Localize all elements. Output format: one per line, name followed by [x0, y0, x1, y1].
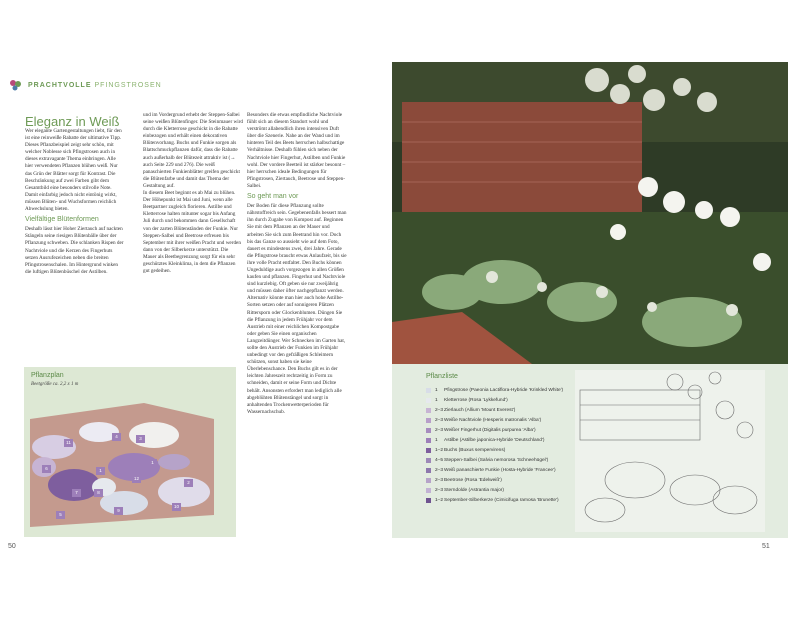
- color-swatch: [426, 498, 431, 503]
- color-swatch: [426, 488, 431, 493]
- plant-name: Buchs (Buxus sempervirens): [444, 448, 506, 453]
- quantity: 2–3: [435, 428, 444, 433]
- plan-number-marker: 8: [94, 489, 103, 497]
- color-swatch: [426, 468, 431, 473]
- subheading: So geht man vor: [247, 193, 299, 201]
- quantity: 2–3: [435, 408, 444, 413]
- paragraph: Deshalb lässt hier Hoher Ziertauch auf nackten Stängeln seine riesigen Blütenbälle über der Pflanzung schweben. Die schlanken Rispen der Nachtviole und die Kerzen des Fingerhuts setzen Ausrufezeichen neben die breiten Pfingstrosenschalen. Im Hintergrund winken die luftigen Blütenbüschel der Astilben.: [25, 226, 124, 275]
- plant-list-item: [426, 388, 596, 398]
- quantity: 1: [435, 388, 438, 393]
- paragraph: In diesem Beet beginnt es ab Mai zu blühen. Der Höhepunkt ist Mai und Juni, wenn alle Beetpartner zugleich florieren. Astilbe und Kletterrose halten mitunter sogar bis Anfang Juli durch und bekommen dann Gesellschaft von der zarten Blütenständen der Funkie. Nur Steppen-Salbei und Beetrose erfreuen bis September mit ihrer weißen Pracht und werden dann von der Silberkerze unterstützt. Die Mauer als Beetbegrenzung sorgt für ein sehr geschütztes Kleinklima, in dem die Pflanzen gut gedeihen.: [143, 190, 241, 275]
- plant-list-item: [426, 398, 596, 408]
- page-number-left: 50: [8, 543, 16, 550]
- plant-list-box: [392, 364, 788, 538]
- plant-list-item: [426, 488, 596, 498]
- text-column-3: [247, 112, 347, 416]
- color-swatch: [426, 428, 431, 433]
- quantity: 1–2: [435, 448, 444, 453]
- plan-number-marker: 1: [96, 467, 105, 475]
- plan-number-marker: 9: [114, 507, 123, 515]
- plan-number-marker: 11: [64, 439, 73, 447]
- page-number-right: 51: [762, 543, 770, 550]
- garden-photo: [392, 62, 788, 364]
- quantity: 2–3: [435, 478, 444, 483]
- plan-title: Pflanzplan: [31, 372, 64, 379]
- section-header: [8, 78, 162, 92]
- quantity: 1: [435, 398, 438, 403]
- plant-list-item: [426, 438, 596, 448]
- plant-list-item: [426, 498, 596, 508]
- plant-name: Weißer Fingerhut (Digitalis purpurea 'Alba'): [444, 428, 536, 433]
- text-column-2: [143, 112, 243, 275]
- plant-name: Weiße Nachtviole (Hesperis matronalis 'Alba'): [444, 418, 542, 423]
- quantity: 1: [435, 438, 438, 443]
- quantity: 2–3: [435, 418, 444, 423]
- plant-list-title: Pflanzliste: [426, 373, 458, 380]
- paragraph: Wer elegante Gartengestaltungen liebt, für den ist eine reinweiße Rabatte der ultimative Tipp. Dieses Pflanzbeispiel zeigt sehr schön, mit welcher Noblesse sich Pfingstrosen auch in dieses extravagante Thema einbringen. Alle hier verwendeten Pflanzen blühen weiß. Nur das Grün der Blätter sorgt für Kontrast. Die Beschränkung auf zwei Farben gibt dem Gesamtbild eine besonders stilvolle Note. Damit einfarbig jedoch nicht eintönig wirkt, müssen Blüten- und Wuchsformen reichlich Abwechslung bieten.: [25, 128, 122, 213]
- paragraph: Besonders die etwas empfindliche Nachtviole fühlt sich an diesem Standort wohl und verströmt allabendlich ihren intensiven Duft über die Szenerie. Nahe an der Wand und im hinteren Teil des Beets herrschen halbschattige Verhältnisse. Deshalb fühlen sich neben der Nachtviole hier Fingerhut, Astilben und Funkie wohl. Der vordere Beetteil ist stärker besonnt – hier herrschen ideale Bedingungen für Pfingstrosen, Ziertauch, Beetrose und Steppen-Salbei.: [247, 112, 346, 189]
- plan-number-marker: 12: [133, 476, 139, 481]
- plant-list-item: [426, 448, 596, 458]
- color-swatch: [426, 388, 431, 393]
- plant-list: [426, 388, 596, 508]
- quantity: 1–2: [435, 498, 444, 503]
- plant-name: Kletterrose (Rosa 'Lykkefund'): [444, 398, 508, 403]
- section-title: PRACHTVOLLE PFINGSTROSEN: [28, 81, 162, 89]
- plant-list-item: [426, 428, 596, 438]
- plan-number-marker: 1: [148, 459, 157, 467]
- subheading: Vielfältige Blütenformen: [25, 216, 99, 224]
- planting-plan: [24, 367, 236, 537]
- plant-name: Zierlauch (Allium 'Mount Everest'): [444, 408, 516, 413]
- text-column-1: [25, 128, 125, 276]
- plant-name: Astilbe (Astilbe japonica-Hybride 'Deutschland'): [444, 438, 545, 443]
- plan-number-marker: 5: [56, 511, 65, 519]
- plan-number-marker: 6: [42, 465, 51, 473]
- color-swatch: [426, 448, 431, 453]
- plant-sketch-illustration: [575, 370, 765, 532]
- plant-name: Steppen-Salbei (Salvia nemorosa 'Schneehügel'): [444, 458, 549, 463]
- plan-number-marker: 7: [72, 489, 81, 497]
- quantity: 4–5: [435, 458, 444, 463]
- color-swatch: [426, 398, 431, 403]
- quantity: 2–3: [435, 468, 444, 473]
- plant-name: Pfingstrose (Paeonia Lactiflora-Hybride 'Krinkled White'): [444, 388, 564, 393]
- paragraph: und im Vordergrund erhebt der Steppen-Salbei seine weißen Blütenfinger. Die Steinmauer wird durch die Kletterrose geschickt in die Rabatte einbezogen und erhält einen dekorativen Blütenvorhang. Buchs und Funkie sorgen als Blattschmuckpflanzen dafür, dass die Rabatte auch außerhalb der Blütezeit attraktiv ist (→ auch Seite 229 und 276). Die weiß panaschierten Funkienblätter greifen geschickt die Blütenfarbe und damit das Thema der Gestaltung auf.: [143, 112, 243, 189]
- paragraph: Der Boden für diese Pflanzung sollte nährstoffreich sein. Gegebenenfalls bessert man ihn durch Zugabe von Kompost auf. Beginnen Sie mit dem Pflanzen an der Mauer und arbeiten Sie sich zum Beetrand hin vor. Doch bis das Ganze so aussieht wie auf dem Foto, dauert es mindestens zwei, drei Jahre. Gerade die Pfingstrose braucht etwas Anlaufzeit, bis sie ihre volle Pracht entfaltet. Den Buchs können Ungeduldige auch vorgezogen in allen Größen kaufen und pflanzen. Fingerhut und Nachtviole sind kurzlebig. Oft geben sie nur zweijährig und müssen daher öfter nachgepflanzt werden. Alternativ könnte man hier auch hohe Astilbe-Sorten setzen oder auf sonnigeren Plätzen Rittersporn oder Glockenblumen. Düngen Sie die Pflanzung in jedem Frühjahr vor dem Austrieb mit einer reichlichen Kompostgabe oder geben Sie einen organischen Langzeitdünger. Wer Schnecken im Garten hat, sollte den Austrieb der Funkien im Frühjahr unbedingt vor den gefräßigen Schleimern schützen, sonst haben sie keine Überlebenschance. Den Buchs gilt es in der leichten Jahreszeit rechtzeitig in Form zu schneiden, damit er seine Form und Dichte behält. Ansonsten erfordert man lediglich alle abgeblühten Blütenstängel und sorgt in anhaltenden Trockenwetterperioden für Wassernachschub.: [247, 203, 347, 415]
- plan-number-marker: 10: [173, 504, 179, 509]
- plant-list-item: [426, 468, 596, 478]
- plan-number-marker: 3: [136, 435, 145, 443]
- color-swatch: [426, 408, 431, 413]
- plant-name: Weiß panaschierte Funkie (Hosta-Hybride 'Francee'): [444, 468, 556, 473]
- color-swatch: [426, 458, 431, 463]
- color-swatch: [426, 418, 431, 423]
- plant-list-item: [426, 458, 596, 468]
- color-swatch: [426, 438, 431, 443]
- article-title: Eleganz in Weiß: [25, 114, 120, 129]
- plant-list-item: [426, 408, 596, 418]
- plan-subtitle: Beetgröße ca. 2,2 x 1 m: [31, 382, 79, 387]
- plan-number-marker: 2: [184, 479, 193, 487]
- plan-number-marker: 4: [112, 433, 121, 441]
- flower-logo-icon: [8, 78, 24, 92]
- plant-name: Sterndolde (Astrantia major): [444, 488, 504, 493]
- plant-list-item: [426, 418, 596, 428]
- plant-name: Beetrose (Rosa 'Edelweiß'): [444, 478, 502, 483]
- color-swatch: [426, 478, 431, 483]
- plant-list-item: [426, 478, 596, 488]
- plant-name: September-Silberkerze (Cimicifuga ramosa 'Brunette'): [444, 498, 559, 503]
- quantity: 2–3: [435, 488, 444, 493]
